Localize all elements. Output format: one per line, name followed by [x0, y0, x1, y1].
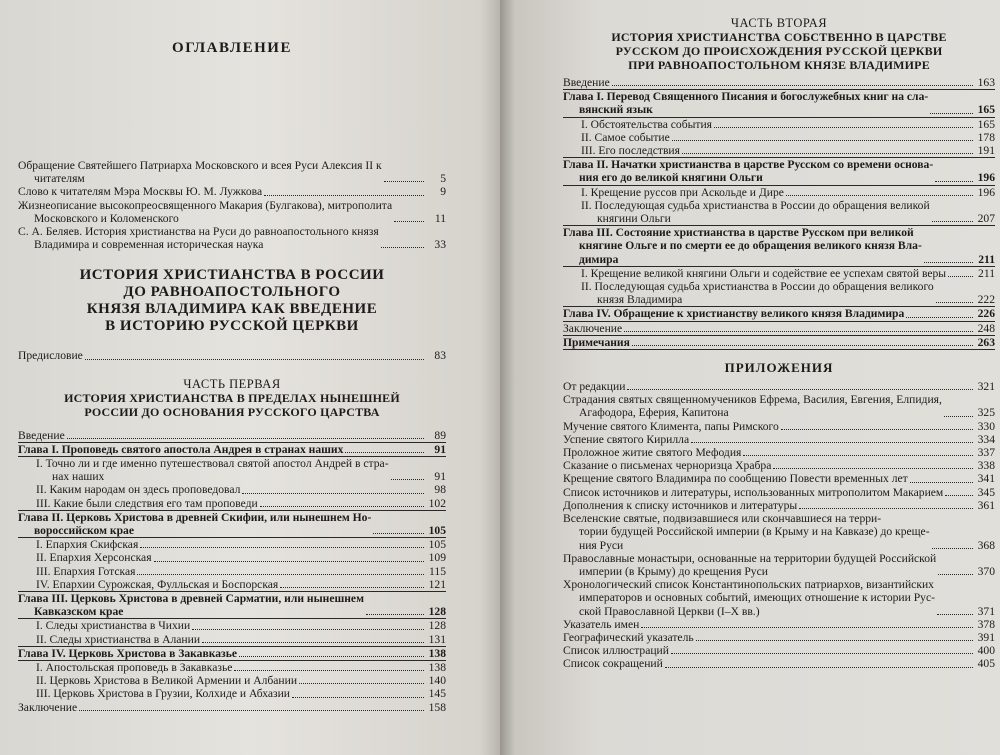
toc-entry [563, 393, 995, 419]
leader-dots [391, 479, 424, 480]
toc-entry [18, 199, 446, 225]
entry-text-continued: ния Руси [579, 538, 624, 552]
page-number: 109 [428, 551, 446, 565]
contents-heading: ОГЛАВЛЕНИЕ [172, 40, 292, 56]
toc-entry [563, 512, 995, 552]
toc-entry [18, 429, 446, 442]
toc-subentry [18, 674, 446, 687]
page-number: 138 [428, 661, 446, 675]
page-number: 11 [434, 211, 446, 225]
page-number: 378 [977, 617, 995, 631]
page-number: 128 [428, 605, 446, 619]
toc-subentry [563, 280, 995, 306]
leader-dots [612, 85, 973, 86]
toc-entry-preface [18, 349, 446, 362]
entry-text: Страдания святых священномучеников Ефрема, Василия, Евгения, Елпидия, [563, 393, 942, 407]
part-title [563, 30, 995, 72]
leader-dots [944, 416, 973, 417]
page-number: 222 [977, 293, 995, 307]
entry-text: Список сокращений [563, 657, 663, 671]
leader-dots [264, 195, 424, 196]
page-number: 196 [977, 185, 995, 199]
leader-dots [910, 482, 973, 483]
toc-entry [563, 486, 995, 499]
page-number: 165 [977, 117, 995, 131]
entry-text: Указатель имен [563, 617, 640, 631]
page-number: 211 [978, 266, 995, 280]
entry-text: Проложное житие святого Мефодия [563, 446, 742, 460]
entry-text: От редакции [563, 380, 626, 394]
leader-dots [932, 548, 973, 549]
page-number: 368 [977, 538, 995, 552]
toc-chapter-entry [563, 89, 995, 117]
entry-text: Жизнеописание высокопреосвященного Макария (Булгакова), митрополита [18, 198, 393, 212]
page-number: 207 [977, 212, 995, 226]
entry-text-continued: императоров и основных событий, имеющих отношение к истории Рус- [579, 591, 935, 605]
entry-text-continued: ния его до великой княгини Ольги [579, 171, 763, 185]
page-number: 121 [428, 577, 446, 591]
page-number: 140 [428, 674, 446, 688]
entry-text: I. Апостольская проповедь в Закавказье [36, 661, 233, 675]
page-number: 405 [977, 657, 995, 671]
leader-dots [624, 331, 973, 332]
leader-dots [786, 195, 973, 196]
entry-text: Примечания [563, 335, 630, 349]
toc-subentry [563, 199, 995, 225]
leader-dots [641, 627, 973, 628]
page-number: 321 [977, 380, 995, 394]
left-page-content [18, 40, 446, 714]
entry-text: Предисловие [18, 349, 83, 363]
toc-chapter-entry [563, 225, 995, 267]
appendix-heading: ПРИЛОЖЕНИЯ [724, 360, 834, 376]
entry-text: III. Какие были следствия его там проповеди [36, 496, 258, 510]
toc-subentry [18, 578, 446, 591]
part-label: ЧАСТЬ ВТОРАЯ [730, 16, 828, 30]
entry-text: Глава II. Церковь Христова в древней Скифии, или нынешнем Но- [18, 510, 372, 524]
page-number: 102 [428, 496, 446, 510]
entry-text: I. Крещение великой княгини Ольги и содействие ее успехам святой веры [581, 266, 947, 280]
page-number: 191 [977, 144, 995, 158]
appendix-list [563, 380, 995, 670]
entry-text-continued: княгине Ольге и по смерти ее до обращения великого князя Вла- [579, 239, 922, 253]
entry-text-continued: ской Православной Церкви (I–X вв.) [579, 604, 760, 618]
page-number: 89 [434, 428, 446, 442]
toc-subentry [18, 497, 446, 510]
entry-text: I. Обстоятельства события [581, 117, 712, 131]
page-number: 105 [428, 524, 446, 538]
leader-dots [140, 547, 424, 548]
leader-dots [292, 697, 424, 698]
toc-subentry [18, 551, 446, 564]
toc-entry [563, 322, 995, 335]
toc-subentry [563, 144, 995, 157]
page-number: 91 [434, 442, 446, 456]
toc-chapter-entry [18, 510, 446, 538]
leader-dots [394, 221, 424, 222]
entry-text: II. Епархия Херсонская [36, 551, 152, 565]
leader-dots [682, 153, 973, 154]
toc-subentry [18, 633, 446, 646]
page-number: 9 [440, 185, 446, 199]
entry-text-continued: тории будущей Российской империи (в Крыму и на Кавказе) до креще- [579, 525, 930, 539]
toc-subentry [18, 457, 446, 483]
page-number: 138 [428, 646, 446, 660]
leader-dots [299, 683, 424, 684]
toc-entry [563, 459, 995, 472]
entry-text: Введение [563, 76, 610, 89]
leader-dots [691, 442, 973, 443]
toc-entry [563, 499, 995, 512]
entry-text: Введение [18, 428, 65, 442]
entry-text-continued: читателям [34, 172, 85, 186]
page-number: 337 [977, 446, 995, 460]
page-number: 334 [977, 432, 995, 446]
entry-text: Хронологический список Константинопольских патриархов, византийских [563, 578, 934, 592]
page-number: 196 [977, 171, 995, 185]
entry-text-continued: Агафодора, Еферия, Капитона [579, 406, 729, 420]
part-title [18, 391, 446, 419]
toc-entry [563, 552, 995, 578]
page-number: 115 [429, 564, 446, 578]
page-number: 91 [434, 470, 446, 484]
leader-dots [154, 561, 424, 562]
part-label: ЧАСТЬ ПЕРВАЯ [183, 376, 281, 391]
toc-entry [18, 185, 446, 198]
volume-title-line: КНЯЗЯ ВЛАДИМИРА КАК ВВЕДЕНИЕ [86, 301, 378, 318]
toc-entry [563, 76, 995, 89]
leader-dots [345, 452, 424, 453]
entry-text: Сказание о письменах черноризца Храбра [563, 459, 772, 473]
leader-dots [192, 629, 424, 630]
leader-dots [85, 359, 424, 360]
entry-text-continued: Московского и Коломенского [34, 211, 179, 225]
entry-text: I. Епархия Скифская [36, 538, 139, 552]
leader-dots [665, 667, 973, 668]
entry-text: Крещение святого Владимира по сообщению Повести временных лет [563, 472, 908, 486]
entry-text-continued: Владимира и современная историческая наука [34, 238, 264, 252]
leader-dots [366, 614, 424, 615]
entry-text: Список иллюстраций [563, 644, 669, 658]
volume-title-line: В ИСТОРИЮ РУССКОЙ ЦЕРКВИ [105, 318, 359, 335]
toc-chapter-entry [18, 591, 446, 619]
toc-entry [563, 472, 995, 485]
leader-dots [627, 389, 973, 390]
entry-text-continued: вороссийском крае [34, 524, 134, 538]
toc-subentry [563, 131, 995, 144]
entry-text: II. Следы христианства в Алании [36, 632, 201, 646]
toc-entry [18, 159, 446, 185]
part-title-line: ИСТОРИЯ ХРИСТИАНСТВА В ПРЕДЕЛАХ НЫНЕШНЕЙ [64, 390, 400, 405]
entry-text: Успение святого Кирилла [563, 432, 690, 446]
toc-entry [563, 631, 995, 644]
leader-dots [932, 221, 973, 222]
leader-dots [384, 181, 424, 182]
front-matter-list [18, 159, 446, 251]
leader-dots [373, 533, 424, 534]
entry-text: Заключение [563, 321, 623, 335]
entry-text-continued: Кавказском крае [34, 605, 124, 619]
volume-title [18, 267, 446, 335]
toc-chapter-entry [18, 442, 446, 457]
page-number: 178 [977, 130, 995, 144]
entry-text: Глава IV. Церковь Христова в Закавказье [18, 646, 237, 660]
toc-chapter-entry [563, 335, 995, 350]
entry-text: Дополнения к списку источников и литературы [563, 498, 798, 512]
leader-dots [948, 276, 973, 277]
right-page [500, 0, 1000, 755]
toc-entry [563, 644, 995, 657]
entry-text: Географический указатель [563, 630, 694, 644]
entry-text: III. Епархия Готская [36, 564, 136, 578]
leader-dots [930, 113, 973, 114]
entry-text: Глава III. Церковь Христова в древней Сарматии, или нынешнем [18, 592, 364, 606]
page-number: 128 [428, 619, 446, 633]
page-number: 325 [977, 406, 995, 420]
leader-dots [137, 574, 424, 575]
page-number: 345 [977, 485, 995, 499]
toc-entry [563, 578, 995, 618]
volume-title-line: ДО РАВНОАПОСТОЛЬНОГО [123, 284, 341, 301]
toc-entry [563, 446, 995, 459]
entry-text: II. Церковь Христова в Великой Армении и Албании [36, 674, 298, 688]
leader-dots [935, 181, 973, 182]
leader-dots [242, 493, 424, 494]
page-number: 226 [977, 307, 995, 321]
leader-dots [945, 495, 973, 496]
entry-text: Глава I. Проповедь святого апостола Андрея в странах наших [18, 442, 344, 456]
toc-subentry [18, 619, 446, 632]
leader-dots [714, 127, 973, 128]
page-number: 83 [434, 349, 446, 363]
entry-text: II. Последующая судьба христианства в России до обращения великого [581, 280, 934, 294]
entry-text: IV. Епархии Сурожская, Фулльская и Боспорская [36, 577, 279, 591]
page-number: 330 [977, 419, 995, 433]
toc-chapter-entry [18, 646, 446, 661]
page-number: 145 [428, 687, 446, 701]
part-title-line: РУССКОМ ДО ПРОИСХОЖДЕНИЯ РУССКОЙ ЦЕРКВИ [615, 44, 943, 58]
entry-text: Список источников и литературы, использованных митрополитом Макарием [563, 485, 944, 499]
leader-dots [260, 506, 424, 507]
right-page-content [563, 16, 995, 671]
page-number: 5 [440, 172, 446, 186]
entry-text: II. Самое событие [581, 130, 670, 144]
leader-dots [773, 468, 973, 469]
entry-text: Глава I. Перевод Священного Писания и богослужебных книг на сла- [563, 90, 929, 104]
part-title-line: ПРИ РАВНОАПОСТОЛЬНОМ КНЯЗЕ ВЛАДИМИРЕ [628, 58, 930, 72]
entry-text-continued: княгини Ольги [597, 212, 671, 226]
toc-subentry [563, 118, 995, 131]
leader-dots [632, 345, 973, 346]
toc-subentry [563, 186, 995, 199]
leader-dots [937, 614, 973, 615]
leader-dots [280, 587, 424, 588]
page-number: 158 [428, 700, 446, 714]
leader-dots [696, 640, 973, 641]
leader-dots [67, 438, 424, 439]
part-title-line: ИСТОРИЯ ХРИСТИАНСТВА СОБСТВЕННО В ЦАРСТВЕ [611, 30, 947, 44]
page-number: 131 [428, 632, 446, 646]
entry-text: I. Следы христианства в Чихии [36, 619, 191, 633]
toc-subentry [18, 483, 446, 496]
entry-text: Заключение [18, 700, 78, 714]
entry-text-continued: князя Владимира [597, 293, 683, 307]
toc-entry [563, 657, 995, 670]
page-number: 341 [977, 472, 995, 486]
toc-entry [563, 433, 995, 446]
entry-text-continued: вянский язык [579, 103, 653, 117]
page-number: 98 [434, 483, 446, 497]
entry-text: Глава III. Состояние христианства в царстве Русском при великой [563, 226, 914, 240]
leader-dots [381, 247, 424, 248]
toc-entry [563, 420, 995, 433]
leader-dots [799, 508, 973, 509]
entry-text: Слово к читателям Мэра Москвы Ю. М. Лужкова [18, 185, 263, 199]
leader-dots [936, 302, 973, 303]
leader-dots [743, 455, 973, 456]
toc-chapter-entry [563, 306, 995, 321]
leader-dots [924, 262, 973, 263]
entry-text: Глава II. Начатки христианства в царстве Русском со времени основа- [563, 158, 934, 172]
page-number: 338 [977, 459, 995, 473]
toc-chapter-entry [563, 157, 995, 185]
toc-subentry [18, 661, 446, 674]
entry-text: I. Точно ли и где именно путешествовал святой апостол Андрей в стра- [36, 457, 389, 471]
toc-subentry [18, 687, 446, 700]
leader-dots [202, 642, 424, 643]
entry-text-continued: империи (в Крыму) до крещения Руси [579, 564, 768, 578]
page-number: 163 [977, 76, 995, 89]
entry-text-continued: димира [579, 252, 619, 266]
toc-subentry [563, 267, 995, 280]
page-number: 105 [428, 538, 446, 552]
entry-text: Православные монастыри, основанные на территории будущей Российской [563, 551, 937, 565]
entry-text: Мучение святого Климента, папы Римского [563, 419, 779, 433]
toc-entry [18, 701, 446, 714]
page-number: 263 [977, 335, 995, 349]
toc-entry [563, 380, 995, 393]
leader-dots [239, 656, 424, 657]
leader-dots [234, 670, 424, 671]
entry-text: Обращение Святейшего Патриарха Московского и всея Руси Алексия II к [18, 159, 382, 172]
toc-entry [563, 618, 995, 631]
entry-text: II. Последующая судьба христианства в России до обращения великой [581, 198, 930, 212]
leader-dots [672, 140, 973, 141]
entry-text: II. Каким народам он здесь проповедовал [36, 483, 241, 497]
page-number: 361 [977, 498, 995, 512]
entry-text: Глава IV. Обращение к христианству великого князя Владимира [563, 307, 905, 321]
page-number: 33 [434, 238, 446, 252]
volume-title-line: ИСТОРИЯ ХРИСТИАНСТВА В РОССИИ [79, 267, 385, 284]
page-number: 370 [977, 564, 995, 578]
entry-text: III. Церковь Христова в Грузии, Колхиде и Абхазии [36, 687, 291, 701]
toc-subentry [18, 538, 446, 551]
part-title-line: РОССИИ ДО ОСНОВАНИЯ РУССКОГО ЦАРСТВА [84, 404, 380, 419]
page-number: 400 [977, 644, 995, 658]
leader-dots [906, 317, 973, 318]
leader-dots [79, 710, 424, 711]
leader-dots [781, 429, 973, 430]
leader-dots [938, 574, 973, 575]
page-number: 391 [977, 630, 995, 644]
entry-text: Вселенские святые, подвизавшиеся или скончавшиеся на терри- [563, 512, 882, 526]
page-number: 248 [977, 321, 995, 335]
page-number: 211 [978, 252, 995, 266]
entry-text: III. Его последствия [581, 144, 680, 158]
leader-dots [671, 653, 973, 654]
entry-text: С. А. Беляев. История христианства на Руси до равноапостольного князя [18, 225, 379, 239]
entry-text-continued: нах наших [52, 470, 105, 484]
toc-subentry [18, 565, 446, 578]
toc-entry [18, 225, 446, 251]
entry-text: I. Крещение руссов при Аскольде и Дире [581, 185, 784, 199]
page-number: 371 [977, 604, 995, 618]
page-number: 165 [977, 103, 995, 117]
